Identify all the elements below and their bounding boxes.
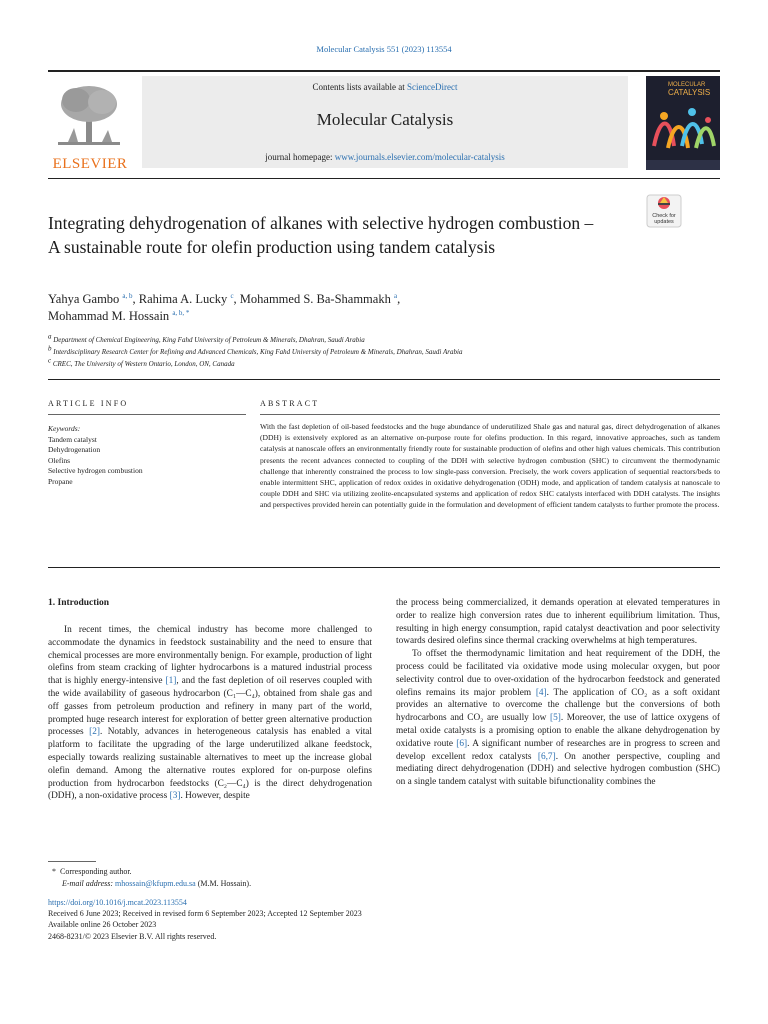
body-text: . However, despite <box>180 791 250 802</box>
body-paragraph <box>396 648 720 789</box>
body-text: . Notably, advances in heterogeneous catalysis has enabled a vital platform to facilitate the upgrading of the large underutilized alkane feedstock, especially towards realizing sustainable alternatives to meet up the increase global olefin demand. Among the alternative routes explored for on-purpose olefins production from hydrocarbon feedstocks (C₂—C₄) is the direct dehydrogenation (DDH), a non-oxidative process <box>48 727 373 802</box>
abstract-heading: ABSTRACT <box>260 399 320 408</box>
article-info-heading: ARTICLE INFO <box>48 399 129 408</box>
citation-link[interactable]: [6] <box>456 738 468 749</box>
email-link[interactable]: mhossain@kfupm.edu.sa <box>115 879 196 888</box>
affiliation-mark: b <box>48 344 52 353</box>
homepage-prefix: journal homepage: <box>265 152 335 162</box>
left-column <box>48 624 372 803</box>
affiliation-item <box>48 358 688 370</box>
right-column <box>396 597 720 789</box>
cover-title-line-2: CATALYSIS <box>668 88 711 97</box>
keyword-item: Propane <box>48 476 73 486</box>
affiliation-mark: c <box>48 356 52 365</box>
keywords-label: Keywords: <box>48 424 81 433</box>
divider <box>48 379 720 380</box>
affiliation-text: CREC, The University of Western Ontario, London, ON, Canada <box>52 360 235 368</box>
homepage-link[interactable]: www.journals.elsevier.com/molecular-catalysis <box>334 152 505 162</box>
elsevier-logo[interactable] <box>48 78 130 170</box>
section-heading: 1. Introduction <box>48 598 110 608</box>
email-suffix: (M.M. Hossain). <box>195 879 252 888</box>
body-text: In recent times, the chemical industry has become more challenged to accommodate the dynamics in feedstock sustainability and the need to ensure that chemical processes are more environmentally benign. For example, production of light olefins from steam cracking of lighter hydrocarbons is a matured industrial process that is highly energy-intensive <box>48 625 372 687</box>
footnote-divider <box>48 861 96 862</box>
keyword-item: Dehydrogenation <box>48 445 101 454</box>
available-online: Available online 26 October 2023 <box>48 920 157 930</box>
body-paragraph: the process being commercialized, it demands operation at elevated temperatures in order to realize high conversion rates due to inherent equilibrium limitation. Thus, resulting in high energy consumption, rapid catalyst deactivation and poor selectivity towards desired olefins since thermal cracking overwhelms at high temperatures. <box>396 598 720 647</box>
body-text: , and the fast depletion of oil reserves coupled with the wide availability of gaseous hydrocarbon (C₁—C₄), obtained from shale gas and off gasses from petroleum production and refinery in many part of the world, prompted huge research interest for exploration of better green alternative production processes <box>48 676 372 738</box>
cover-art-icon <box>646 76 720 170</box>
publication-info <box>48 897 548 942</box>
body-text: To offset the thermodynamic limitation and heat requirement of the DDH, the process could be facilitated via oxidative mode using molecular oxygen, but poor selectivity control due to over-oxidation of the hydrocarbon feedstock and generated olefins remains its major problem <box>396 649 720 698</box>
divider <box>48 567 720 568</box>
affiliation-item <box>48 334 688 346</box>
check-for-updates-label[interactable] <box>646 213 682 225</box>
keyword-item: Olefins <box>48 455 71 465</box>
tree-logo-icon <box>54 82 124 148</box>
author-name[interactable]: Mohammed S. Ba-Shammakh <box>239 292 391 306</box>
author-name[interactable]: Mohammad M. Hossain <box>48 309 170 323</box>
affiliation-item <box>48 346 688 358</box>
keyword-item: Selective hydrogen combustion <box>48 466 143 475</box>
issn-copyright: 2468-8231/© 2023 Elsevier B.V. All rights reserved. <box>48 931 217 941</box>
author-name[interactable]: Yahya Gambo <box>48 292 120 306</box>
author-affiliation-mark[interactable]: a <box>393 291 398 300</box>
author-affiliation-mark[interactable]: a, b, * <box>172 308 190 317</box>
footnote-line: * Corresponding author. <box>48 867 132 876</box>
footnote-email-line <box>48 878 448 890</box>
contents-prefix: Contents lists available at <box>312 82 407 92</box>
author-affiliation-mark[interactable]: c <box>230 291 234 300</box>
publisher-name: ELSEVIER <box>52 156 128 172</box>
corresponding-label: Corresponding author. <box>60 867 132 876</box>
author-affiliation-mark[interactable]: a, b <box>122 291 133 300</box>
crossmark-line-1: Check for <box>652 213 676 219</box>
header-divider <box>48 178 720 179</box>
email-label: E-mail address: <box>62 879 116 888</box>
abstract-text: With the fast depletion of oil-based feedstocks and the huge abundance of underutilized Shale gas and natural gas, direct dehydrogenation of alkanes (DDH) is extensively explored as an alternative on-purpose route for olefins production. In this regard, innovative approaches, such as tandem catalysis at nanoscale offers an environmentally friendly route for sustainable production of olefins and other high values chemicals. This contribution presents the recent advances connected to coupling of the DDH with selective hydrogen combustion (SHC) to circumvent the thermodynamic challenge that inherently constrained the process to low single-pass conversion. Precisely, the work covers application of sequential reactors/beds to enable intermittent SHC, application of redox oxides in oxidative dehydrogenation (ODH) mode, and application of tandem catalysis at nanoscale to couple DDH and SHC via utilizing zeolite-encapsulated systems and application of redox SHC catalysts interfaced with DDH catalysts. The insights and perspectives provided herein can potentially guide in the formulation and development of efficient tandem catalysts to further promote the process. <box>260 422 720 510</box>
journal-info-box <box>142 76 628 168</box>
cover-title-line-1: MOLECULAR <box>668 82 706 88</box>
author-list: Yahya Gambo $^{a, b}$, Rahima A. Lucky $^c$, Mohammed S. Ba-Shammakh $^a$, Mohammad M. Hossain $^{a, b, *}$ <box>48 291 401 323</box>
body-text: . The application of CO₂ as a soft oxidant provides an alternative to overcome the challenge but the conversions of both hydrocarbons and CO₂ are usually low <box>396 687 720 724</box>
citation-link[interactable]: [5] <box>550 713 561 724</box>
body-text: . On another perspective, coupling and mediating direct dehydrogenation (DDH) and selective hydrogen combustion (SHC) on a single tandem catalyst with suitable bifunctionality combines the <box>396 751 720 788</box>
citation-link[interactable]: [4] <box>535 687 547 698</box>
affiliations <box>48 334 688 370</box>
article-title: Integrating dehydrogenation of alkanes with selective hydrogen combustion – A sustainable route for olefin production using tandem catalysis <box>48 213 594 257</box>
crossmark-line-2: updates <box>654 219 674 225</box>
divider <box>260 414 720 415</box>
citation-link[interactable]: [1] <box>165 676 177 687</box>
homepage-line <box>142 152 628 162</box>
citation-link[interactable]: [3] <box>169 791 181 802</box>
affiliation-text: Department of Chemical Engineering, King Fahd University of Petroleum & Minerals, Dhahran, Saudi Arabia <box>53 336 365 344</box>
contents-line <box>142 82 628 92</box>
journal-header <box>48 70 720 172</box>
doi-link[interactable]: https://doi.org/10.1016/j.mcat.2023.113554 <box>48 898 187 907</box>
keyword-item: Tandem catalyst <box>48 434 97 444</box>
keywords-block <box>48 424 246 487</box>
affiliation-mark: a <box>48 332 52 341</box>
body-text: . A significant number of researches are in progress to screen and develop excellent redox catalysts <box>396 738 720 762</box>
citation-link[interactable]: [2] <box>89 727 100 738</box>
body-paragraph <box>48 624 372 803</box>
divider <box>48 414 246 415</box>
body-text: . Moreover, the use of lattice oxygens of metal oxide catalysts is a promising option to enable the alkane dehydrogenation by oxidative route <box>396 713 720 749</box>
affiliation-text: Interdisciplinary Research Center for Refining and Advanced Chemicals, King Fahd University of Petroleum & Minerals, Dhahran, Saudi Arabia <box>53 348 463 356</box>
journal-title: Molecular Catalysis <box>316 110 454 129</box>
journal-cover-image[interactable] <box>646 76 720 170</box>
sciencedirect-link[interactable]: ScienceDirect <box>407 82 458 92</box>
citation-link[interactable]: [6,7] <box>537 751 556 762</box>
journal-reference[interactable]: Molecular Catalysis 551 (2023) 113554 <box>316 44 452 54</box>
author-name[interactable]: Rahima A. Lucky <box>138 292 228 306</box>
received-dates: Received 6 June 2023; Received in revised form 6 September 2023; Accepted 12 September 2023 <box>48 909 362 919</box>
corresponding-author-footnote <box>48 866 448 890</box>
